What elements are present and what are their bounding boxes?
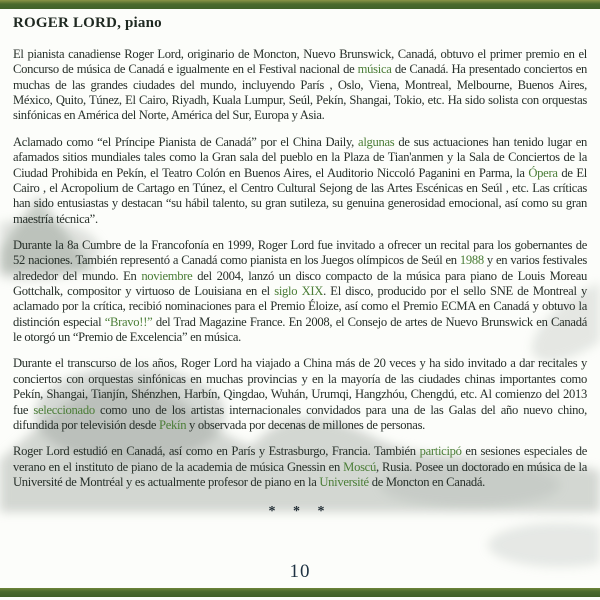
section-separator: * * * bbox=[268, 504, 332, 520]
green-tinted-word: Pekín bbox=[159, 417, 187, 432]
paragraph bbox=[13, 356, 587, 433]
green-tinted-word: Ópera bbox=[528, 165, 558, 180]
green-tinted-word: algunas bbox=[358, 134, 395, 149]
text-segment: Aclamado como “el Príncipe Pianista de Canadá” por el China Daily, bbox=[13, 134, 359, 149]
top-border bbox=[0, 0, 600, 9]
text-segment: del 2004, lanzó un disco compacto de la música para piano de Louis Moreau Gottchalk, compositor y virtuoso de Louisiana en el bbox=[13, 268, 587, 299]
paragraph bbox=[13, 238, 587, 346]
green-tinted-word: siglo XIX bbox=[274, 284, 324, 299]
text-segment: del Trad Magazine France. En 2008, el Consejo de artes de Nuevo Brunswick en Canadá le otorgó un “Premio de Excelencia” en música. bbox=[13, 314, 587, 345]
text-segment: de Moncton en Canadá. bbox=[368, 474, 485, 489]
paragraph bbox=[13, 444, 587, 490]
text-segment: Durante la 8a Cumbre de la Francofonía en 1999, Roger Lord fue invitado a ofrecer un recital para los gobernantes de 52 naciones. También representó a Canadá como pianista en los Juegos olímpicos de Seúl en bbox=[13, 237, 587, 268]
green-tinted-word: participó bbox=[419, 444, 462, 459]
green-tinted-word: Moscú bbox=[343, 459, 376, 474]
page-number: 10 bbox=[289, 561, 311, 582]
text-segment: como uno de los artistas internacionales convidados para una de las Galas del año nuevo chino, difundida por televisión desde bbox=[13, 402, 588, 432]
page-title: ROGER LORD, piano bbox=[13, 15, 162, 31]
paragraph bbox=[13, 135, 587, 227]
text-segment: Roger Lord estudió en Canadá, así como en París y Estrasburgo, Francia. También bbox=[13, 444, 420, 459]
text-segment: de El Cairo , el Acropolium de Cartago en Túnez, el Centro Cultural Sejong de las Artes Escénicas en Seúl , etc. Las críticas han sido entusiastas y destacan “su hábil talento, su gran sutileza, su genuina generosidad emocional, así como su gran maestría técnica”. bbox=[13, 165, 587, 226]
text-segment: en sesiones especiales de verano en el instituto de piano de la academia de música Gnessin en bbox=[13, 444, 587, 474]
text-segment: de sus actuaciones han tenido lugar en afamados sitios mundiales tales como la Gran sala del pueblo en la Plaza de Tian'anmen y la Sala de Conciertos de la Ciudad Prohibida en Pekín, el Teatro Colón en Buenos Aires, el Auditorio Niccoló Paganini en Parma, la bbox=[13, 134, 587, 180]
text-segment: El pianista canadiense Roger Lord, originario de Moncton, Nuevo Brunswick, Canadá, obtuvo el primer premio en el Concurso de música de Canadá e igualmente en el Festival nacional de bbox=[13, 47, 587, 77]
text-segment: , Rusia. Posee un doctorado en música de la Université de Montréal y es actualmente profesor de piano en la bbox=[13, 459, 587, 489]
text-segment: y en varios festivales alrededor del mundo. En bbox=[13, 253, 587, 283]
biography-paragraphs bbox=[13, 47, 587, 490]
green-tinted-word: noviembre bbox=[141, 268, 193, 283]
page-content bbox=[13, 15, 587, 520]
green-tinted-word: Université bbox=[319, 474, 369, 489]
text-segment: . El disco, producido por el sello SNE de Montreal y aclamado por la crítica, recibió nominaciones para el Premio Éloize, así como el Premio ECMA en Canadá y obtuvo la distinción especial bbox=[13, 284, 588, 329]
green-tinted-word: seleccionado bbox=[33, 402, 95, 417]
paragraph bbox=[13, 47, 587, 124]
green-tinted-word: música bbox=[357, 62, 392, 77]
text-segment: y observada por decenas de millones de personas. bbox=[186, 417, 426, 432]
green-tinted-word: “Bravo!!” bbox=[104, 314, 153, 329]
green-tinted-word: 1988 bbox=[459, 253, 484, 268]
text-segment: Durante el transcurso de los años, Roger Lord ha viajado a China más de 20 veces y ha sido invitado a dar recitales y conciertos con orquestas sinfónicas en muchas provincias y en la mayoría de las ciudades chinas importantes como Pekín, Shangai, Tianjín, Shénzhen, Harbín, Qingdao, Wuhán, Urumqi, Hangzhóu, Chengdú, etc. Al comienzo del 2013 fue bbox=[13, 356, 587, 417]
text-segment: de Canadá. Ha presentado conciertos en muchas de las grandes ciudades del mundo, incluyendo París , Oslo, Viena, Montreal, Melbourne, Buenos Aires, México, Quito, Túnez, El Cairo, Riyadh, Kuala Lumpur, Seúl, Pekín, Shangai, Tokio, etc. Ha sido solista con orquestas sinfónicas en América del Norte, América del Sur, Europa y Asia. bbox=[13, 62, 587, 123]
bottom-border bbox=[0, 588, 600, 597]
